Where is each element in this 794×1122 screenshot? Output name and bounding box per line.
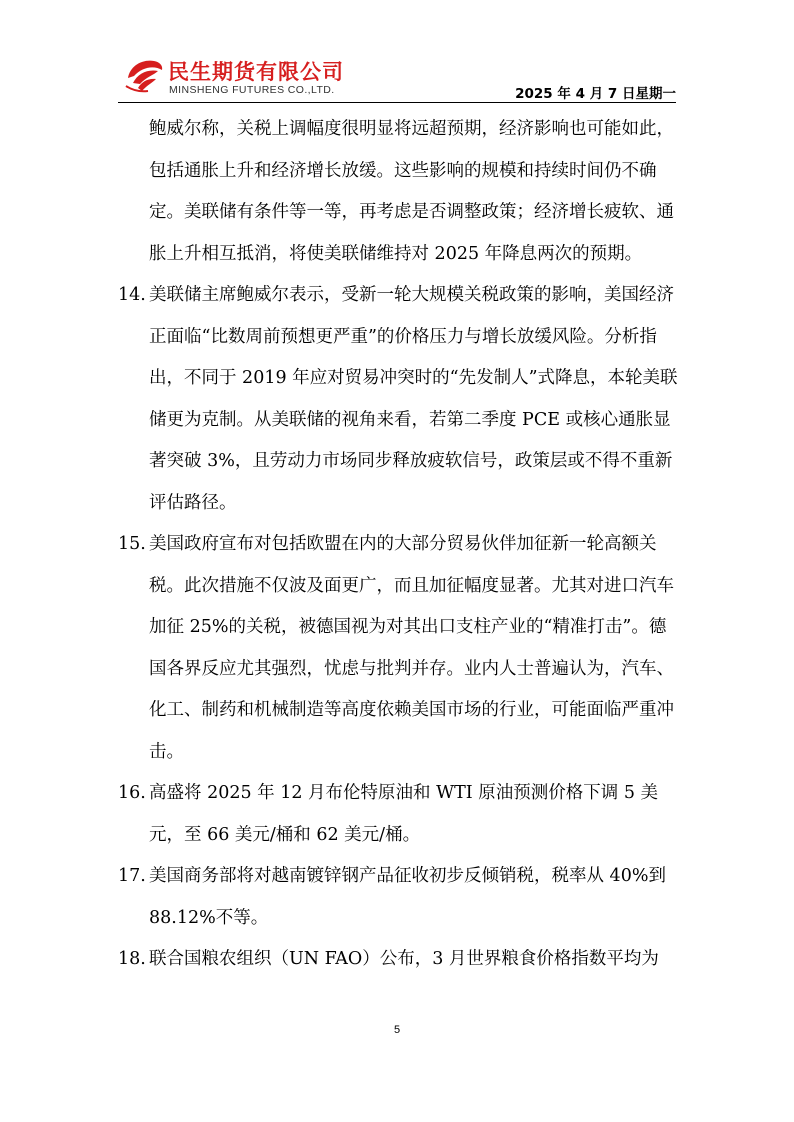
minsheng-emblem-icon (124, 56, 164, 94)
item-text: 联合国粮农组织（UN FAO）公布，3 月世界粮食价格指数平均为 (149, 949, 659, 969)
list-item (118, 524, 678, 773)
item-number: 16. (118, 783, 146, 803)
page-number: 5 (393, 1024, 401, 1036)
company-logo (124, 54, 374, 100)
list-item (118, 773, 678, 856)
item-text: 美联储主席鲍威尔表示，受新一轮大规模关税政策的影响，美国经济正面临“比数周前预想更严重”的价格压力与增长放缓风险。分析指出，不同于 2019 年应对贸易冲突时的“先发制人”式降息，本轮美联储更为克制。从美联储的视角来看，若第二季度 PCE 或核心通胀显著突破 3%，且劳动力市场同步释放疲软信号，政策层或不得不重新评估路径。 (149, 285, 678, 513)
item-number: 18. (118, 949, 146, 969)
item-text: 美国政府宣布对包括欧盟在内的大部分贸易伙伴加征新一轮高额关税。此次措施不仅波及面更广，而且加征幅度显著。尤其对进口汽车加征 25%的关税，被德国视为对其出口支柱产业的“精准打击”。德国各界反应尤其强烈，忧虑与批判并存。业内人士普遍认为，汽车、化工、制药和机械制造等高度依赖美国市场的行业，可能面临严重冲击。 (149, 534, 674, 762)
company-name-en: MINSHENG FUTURES CO.,LTD. (169, 84, 335, 96)
item-number: 15. (118, 534, 146, 554)
page-header (0, 0, 794, 110)
header-divider (118, 102, 676, 103)
item-text: 美国商务部将对越南镀锌钢产品征收初步反倾销税，税率从 40%到 88.12%不等。 (149, 866, 666, 928)
continuation-paragraph: 鲍威尔称，关税上调幅度很明显将远超预期，经济影响也可能如此，包括通胀上升和经济增长放缓。这些影响的规模和持续时间仍不确定。美联储有条件等一等，再考虑是否调整政策；经济增长疲软、通胀上升相互抵消，将使美联储维持对 2025 年降息两次的预期。 (149, 119, 674, 264)
list-item (118, 275, 678, 524)
list-item (118, 939, 678, 981)
item-text: 高盛将 2025 年 12 月布伦特原油和 WTI 原油预测价格下调 5 美元，至 66 美元/桶和 62 美元/桶。 (149, 783, 659, 845)
list-item (118, 856, 678, 939)
report-date: 2025 年 4 月 7 日星期一 (515, 86, 676, 102)
item-number: 17. (118, 866, 146, 886)
document-body (118, 109, 678, 981)
item-number: 14. (118, 285, 146, 305)
company-name-cn: 民生期货有限公司 (168, 60, 344, 84)
